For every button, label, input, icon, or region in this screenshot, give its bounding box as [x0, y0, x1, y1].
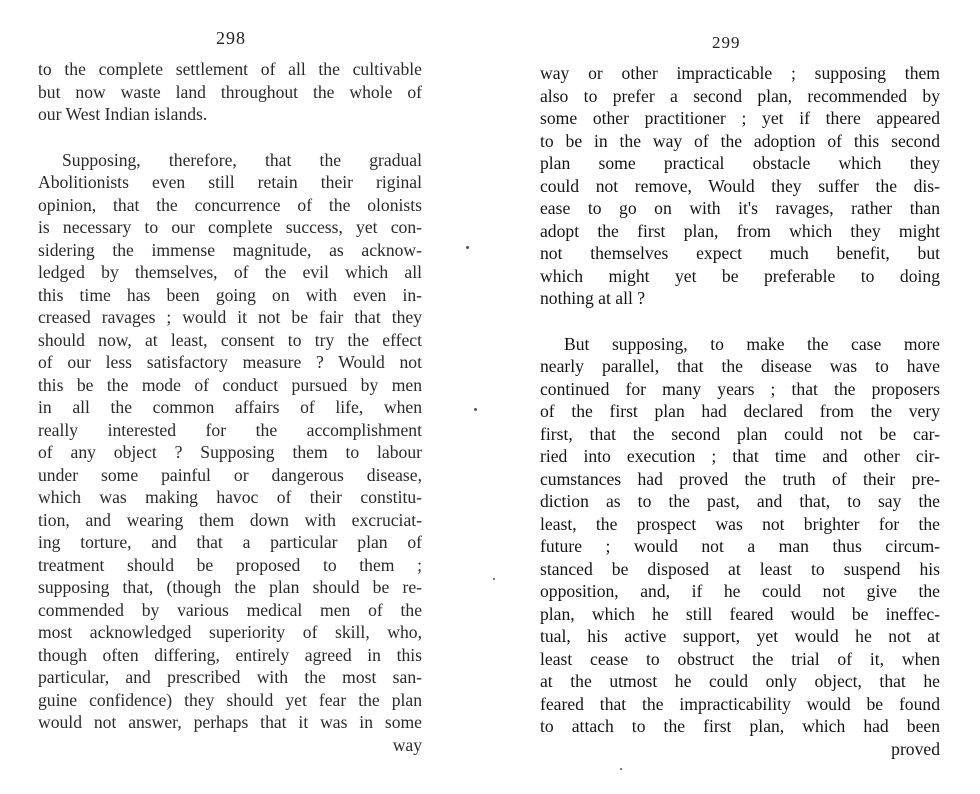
text-line: this time has been going on with even in- — [38, 284, 422, 305]
text-line: plan, which he still feared would be ineffec- — [540, 603, 940, 624]
text-line: under some painful or dangerous disease, — [38, 464, 422, 485]
text-line: way or other impracticable ; supposing them — [540, 63, 940, 83]
text-line: least, the prospect was not brighter for the — [540, 513, 940, 534]
text-line: though often differing, entirely agreed in this — [38, 644, 422, 665]
text-line: of any object ? Supposing them to labour — [38, 442, 422, 462]
text-line: to be in the way of the adoption of this second — [540, 130, 940, 151]
text-line: also to prefer a second plan, recommended by — [540, 85, 940, 106]
text-line: to attach to the first plan, which had been — [540, 716, 940, 736]
text-line: to the complete settlement of all the cultivable — [38, 59, 422, 79]
text-line: adopt the first plan, from which they might — [540, 220, 940, 241]
text-line: most acknowledged superiority of skill, who, — [38, 622, 422, 642]
text-line: continued for many years ; that the proposers — [540, 378, 940, 399]
print-speck — [620, 768, 622, 770]
text-line: feared that the impracticability would be found — [540, 693, 940, 714]
print-speck — [474, 408, 477, 411]
text-line: first, that the second plan could not be car- — [540, 423, 940, 444]
text-line: ried into execution ; that time and other cir- — [540, 446, 940, 466]
text-line — [540, 310, 940, 333]
text-line: of our less satisfactory measure ? Would not — [38, 352, 422, 372]
text-line: our West Indian islands. — [38, 104, 208, 124]
text-line: of the first plan had declared from the very — [540, 401, 940, 421]
text-line: really interested for the accomplishment — [38, 419, 422, 440]
text-line: nearly parallel, that the disease was to have — [540, 356, 940, 376]
text-line: But supposing, to make the case more — [564, 333, 940, 354]
text-line: tual, his active support, yet would he not at — [540, 626, 940, 646]
text-line: particular, and prescribed with the most san- — [38, 667, 422, 687]
text-line: opposition, and, if he could not give the — [540, 581, 940, 601]
text-line: creased ravages ; would it not be fair that they — [38, 307, 422, 327]
text-line: sidering the immense magnitude, as acknow- — [38, 239, 422, 260]
text-line: would not answer, perhaps that it was in some — [38, 712, 422, 732]
text-line: supposing that, (though the plan should be re- — [38, 577, 422, 597]
page-number-left: 298 — [216, 28, 246, 48]
text-line: some other practitioner ; yet if there appeared — [540, 108, 940, 128]
text-line: ing torture, and that a particular plan of — [38, 532, 422, 552]
text-line: ledged by themselves, of the evil which all — [38, 262, 422, 282]
text-line: in all the common affairs of life, when — [38, 397, 422, 417]
text-line: should now, at least, consent to try the effect — [38, 329, 422, 350]
text-line: tion, and wearing them down with excruciat- — [38, 509, 422, 530]
text-line: diction as to the past, and that, to say the — [540, 491, 940, 511]
text-line: could not remove, Would they suffer the dis- — [540, 175, 940, 196]
text-line: this be the mode of conduct pursued by men — [38, 374, 422, 395]
page-number-right: 299 — [712, 33, 741, 52]
text-line: treatment should be proposed to them ; — [38, 554, 422, 575]
text-line: which might yet be preferable to doing — [540, 265, 940, 286]
print-speck — [466, 246, 469, 249]
text-line: stanced be disposed at least to suspend his — [540, 558, 940, 579]
text-line: plan some practical obstacle which they — [540, 153, 940, 173]
text-line: at the utmost he could only object, that he — [540, 671, 940, 691]
text-line: opinion, that the concurrence of the olonists — [38, 194, 422, 215]
text-line — [38, 126, 422, 149]
right-page-text — [540, 62, 940, 760]
text-line: which was making havoc of their constitu- — [38, 487, 422, 507]
text-line: nothing at all ? — [540, 288, 646, 308]
left-page-text — [38, 58, 422, 756]
text-line: commended by various medical men of the — [38, 599, 422, 620]
text-line: but now waste land throughout the whole of — [38, 81, 422, 102]
text-line: least cease to obstruct the trial of it, when — [540, 648, 940, 669]
text-line: is necessary to our complete success, yet con- — [38, 217, 422, 237]
text-line: guine confidence) they should yet fear the plan — [38, 689, 422, 710]
text-line: Supposing, therefore, that the gradual — [62, 149, 422, 170]
catchword: proved — [891, 738, 940, 759]
text-line: ease to go on with it's ravages, rather than — [540, 198, 940, 218]
text-line: cumstances had proved the truth of their pre- — [540, 468, 940, 489]
print-speck — [493, 578, 495, 580]
catchword: way — [392, 734, 422, 755]
text-line: Abolitionists even still retain their riginal — [38, 172, 422, 192]
text-line: not themselves expect much benefit, but — [540, 243, 940, 263]
text-line: future ; would not a man thus circum- — [540, 536, 940, 556]
